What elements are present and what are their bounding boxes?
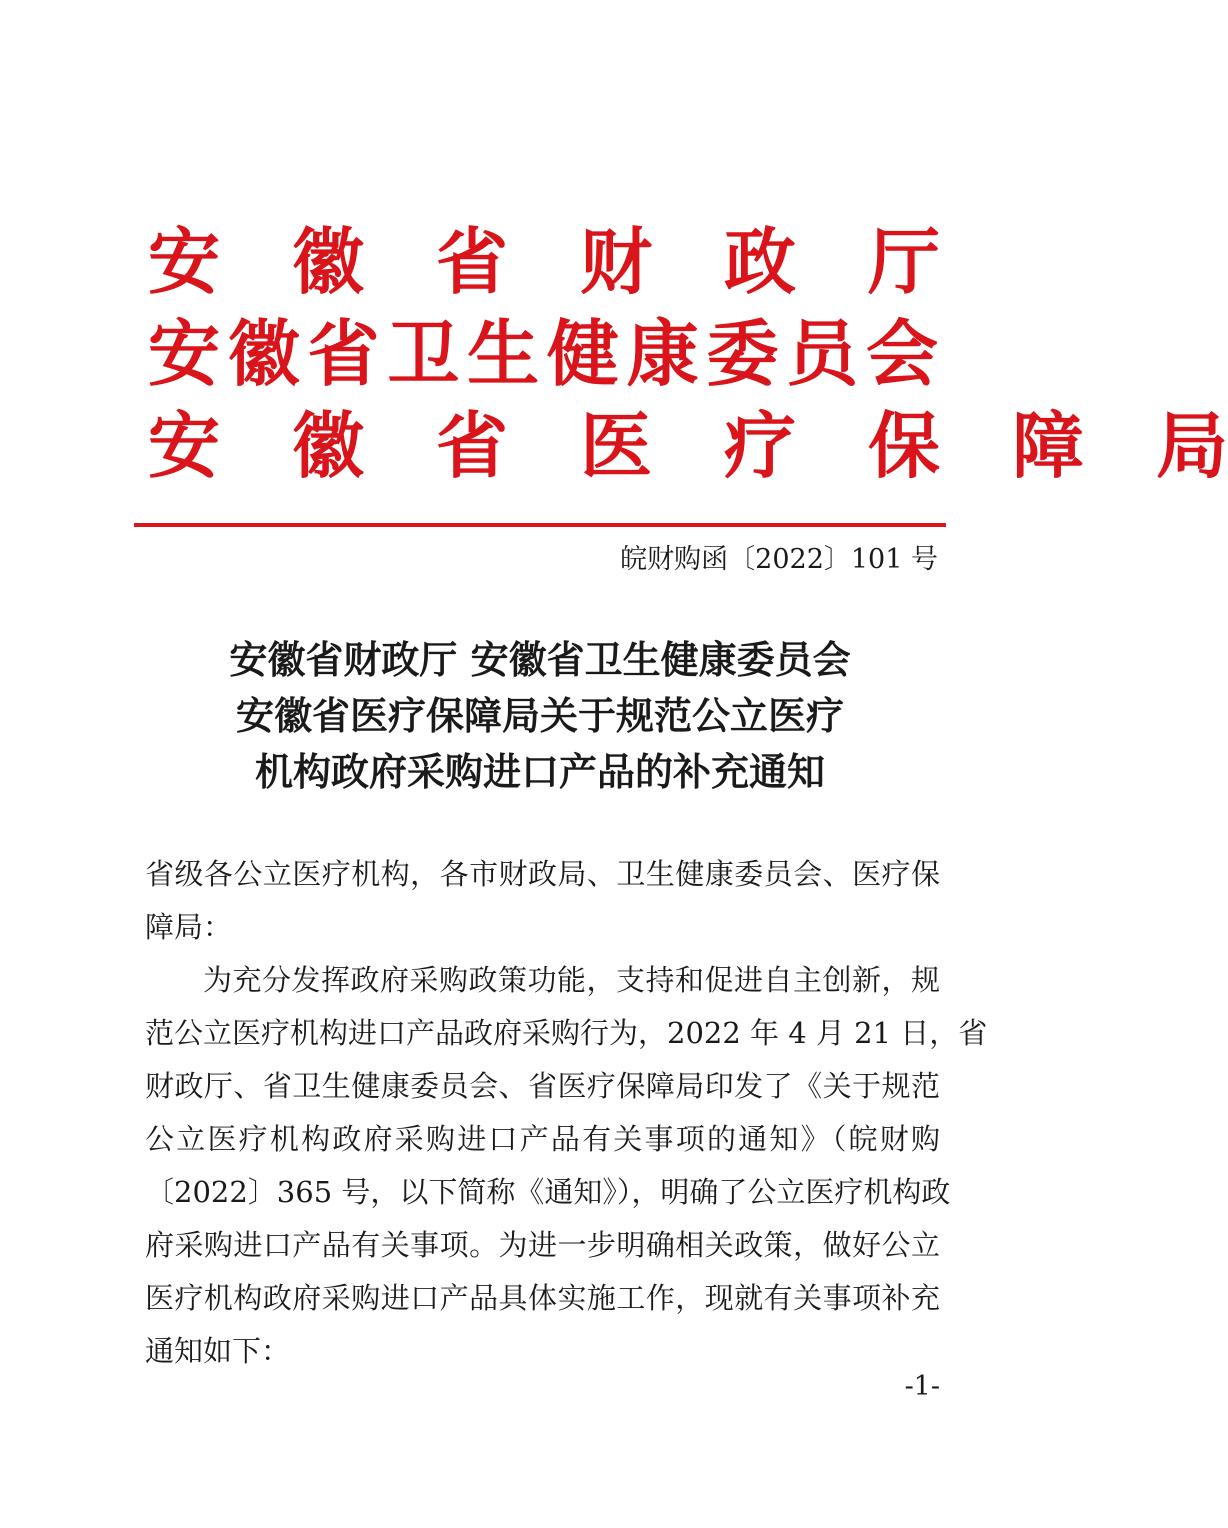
body-line: 财政厅、省卫生健康委员会、省医疗保障局印发了《关于规范 (145, 1069, 940, 1103)
title-line: 安徽省财政厅 安徽省卫生健康委员会 (229, 638, 851, 682)
body-line: 医疗机构政府采购进口产品具体实施工作，现就有关事项补充 (145, 1281, 940, 1315)
body-line: 〔2022〕365 号，以下简称《通知》），明确了公立医疗机构政 (145, 1175, 951, 1209)
document-title (140, 632, 940, 800)
issuing-agencies-header (148, 216, 1228, 492)
red-separator-line (134, 523, 946, 527)
document-number: 皖财购函〔2022〕101 号 (620, 544, 938, 575)
body-line-last: 通知如下： (145, 1334, 291, 1368)
body-line: 府采购进口产品有关事项。为进一步明确相关政策，做好公立 (145, 1228, 940, 1262)
issuer-health-commission: 安徽省卫生健康委员会 (148, 311, 938, 396)
body-line-addressee-end: 障局： (145, 910, 233, 944)
title-line: 机构政府采购进口产品的补充通知 (254, 750, 825, 794)
document-body (145, 848, 988, 1378)
issuer-medical-security-bureau: 安 徽 省 医 疗 保 障 局 (148, 403, 1228, 488)
title-line: 安徽省医疗保障局关于规范公立医疗 (235, 694, 844, 738)
body-line: 为充分发挥政府采购政策功能，支持和促进自主创新，规 (203, 963, 940, 997)
body-line-addressee: 省级各公立医疗机构，各市财政局、卫生健康委员会、医疗保 (145, 857, 940, 891)
issuer-finance-department: 安 徽 省 财 政 厅 (148, 219, 941, 304)
page-number: -1- (904, 1371, 940, 1402)
body-line: 公立医疗机构政府采购进口产品有关事项的通知》（皖财购 (145, 1122, 940, 1156)
body-line: 范公立医疗机构进口产品政府采购行为，2022 年 4 月 21 日，省 (145, 1016, 988, 1050)
